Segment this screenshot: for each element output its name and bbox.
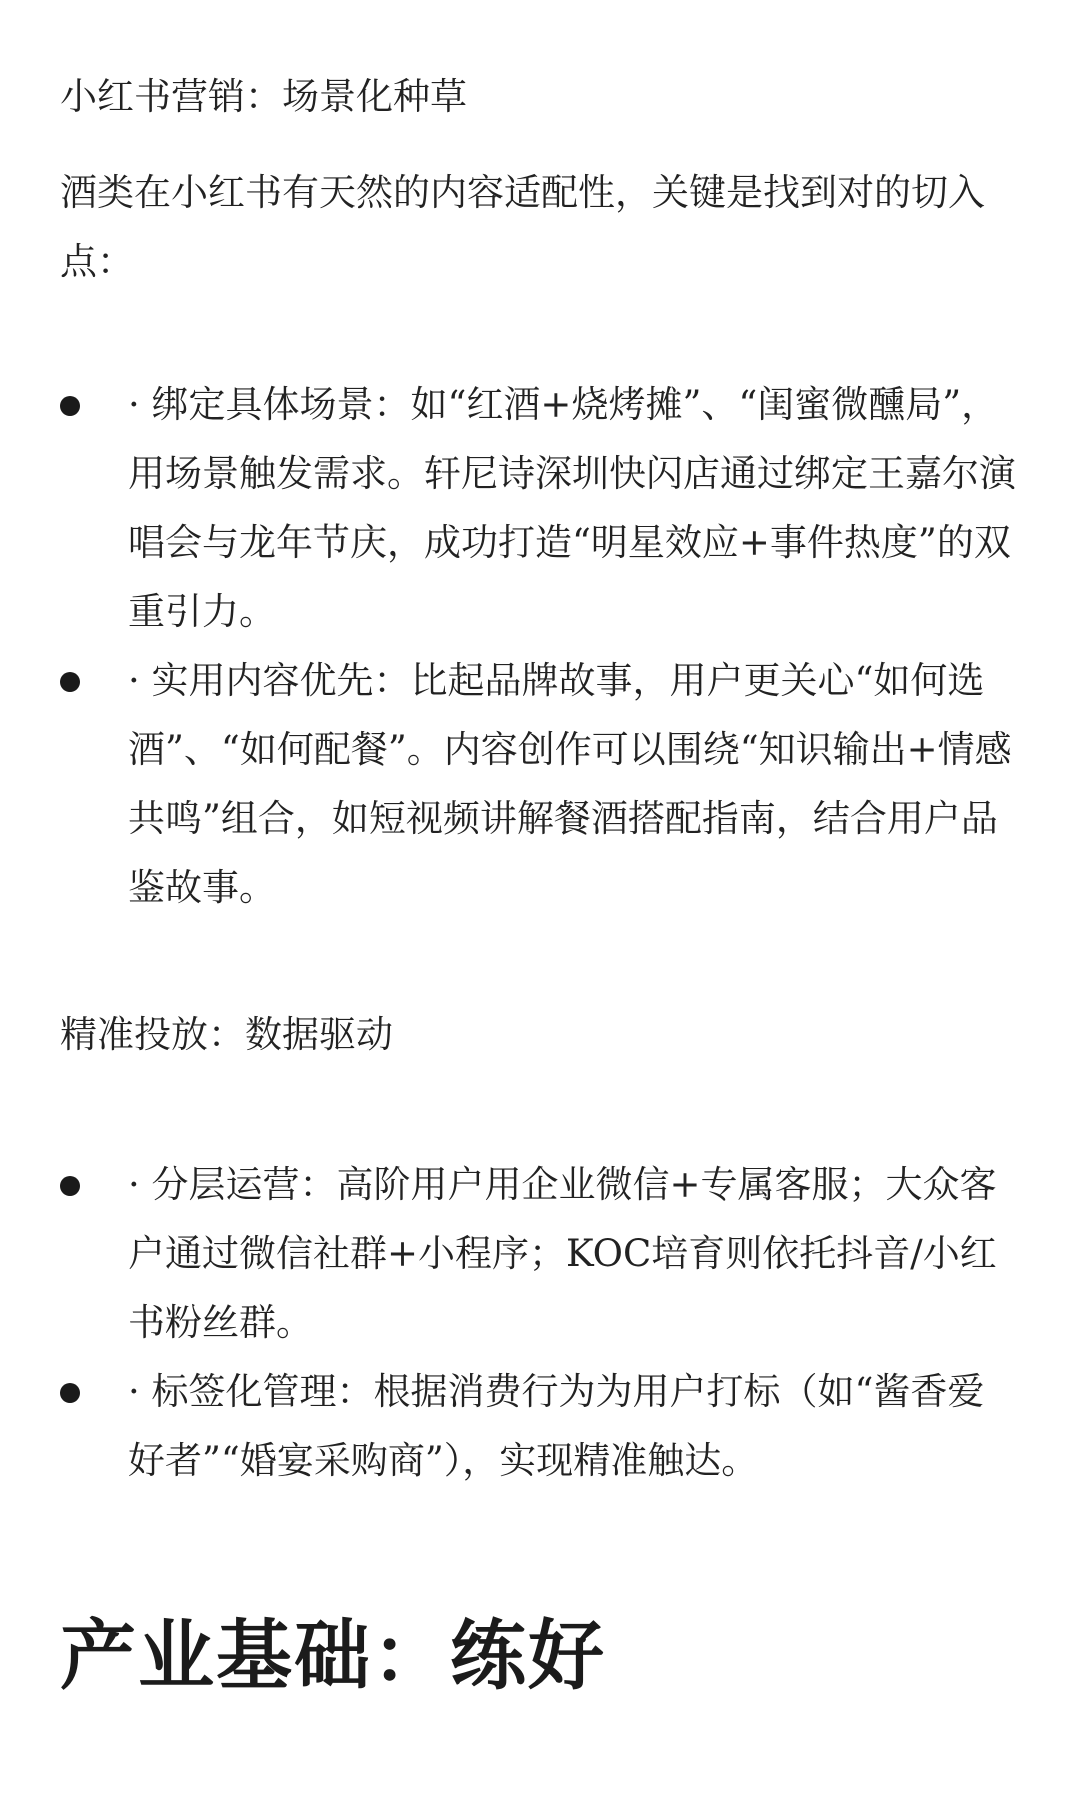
list-item: [0, 646, 1080, 922]
bullet-dot-icon: [60, 672, 80, 692]
section-title-precision: 精准投放：数据驱动: [60, 1013, 393, 1056]
bullet-list-operations: [0, 1150, 1080, 1495]
list-item-text: · 绑定具体场景：如“红酒+烧烤摊”、“闺蜜微醺局”，用场景触发需求。轩尼诗深圳快闪店通过绑定王嘉尔演唱会与龙年节庆，成功打造“明星效应+事件热度”的双重引力。: [128, 383, 1016, 633]
bullet-dot-icon: [60, 396, 80, 416]
section-heading: 产业基础：练好: [60, 1611, 606, 1700]
bullet-dot-icon: [60, 1383, 80, 1403]
section-title-xiaohongshu: 小红书营销：场景化种草: [60, 75, 467, 118]
list-item: [0, 370, 1080, 646]
list-item-text: · 分层运营：高阶用户用企业微信+专属客服；大众客户通过微信社群+小程序；KOC培育则依托抖音/小红书粉丝群。: [128, 1163, 997, 1344]
bullet-dot-icon: [60, 1176, 80, 1196]
list-item-text: · 标签化管理：根据消费行为为用户打标（如“酱香爱好者”“婚宴采购商”），实现精准触达。: [128, 1370, 985, 1482]
bullet-list-scenario: [0, 370, 1080, 922]
list-item: [0, 1357, 1080, 1495]
list-item: [0, 1150, 1080, 1357]
intro-paragraph: 酒类在小红书有天然的内容适配性，关键是找到对的切入点：: [60, 171, 985, 283]
list-item-text: · 实用内容优先：比起品牌故事，用户更关心“如何选酒”、“如何配餐”。内容创作可以围绕“知识输出+情感共鸣”组合，如短视频讲解餐酒搭配指南，结合用户品鉴故事。: [128, 659, 1012, 909]
